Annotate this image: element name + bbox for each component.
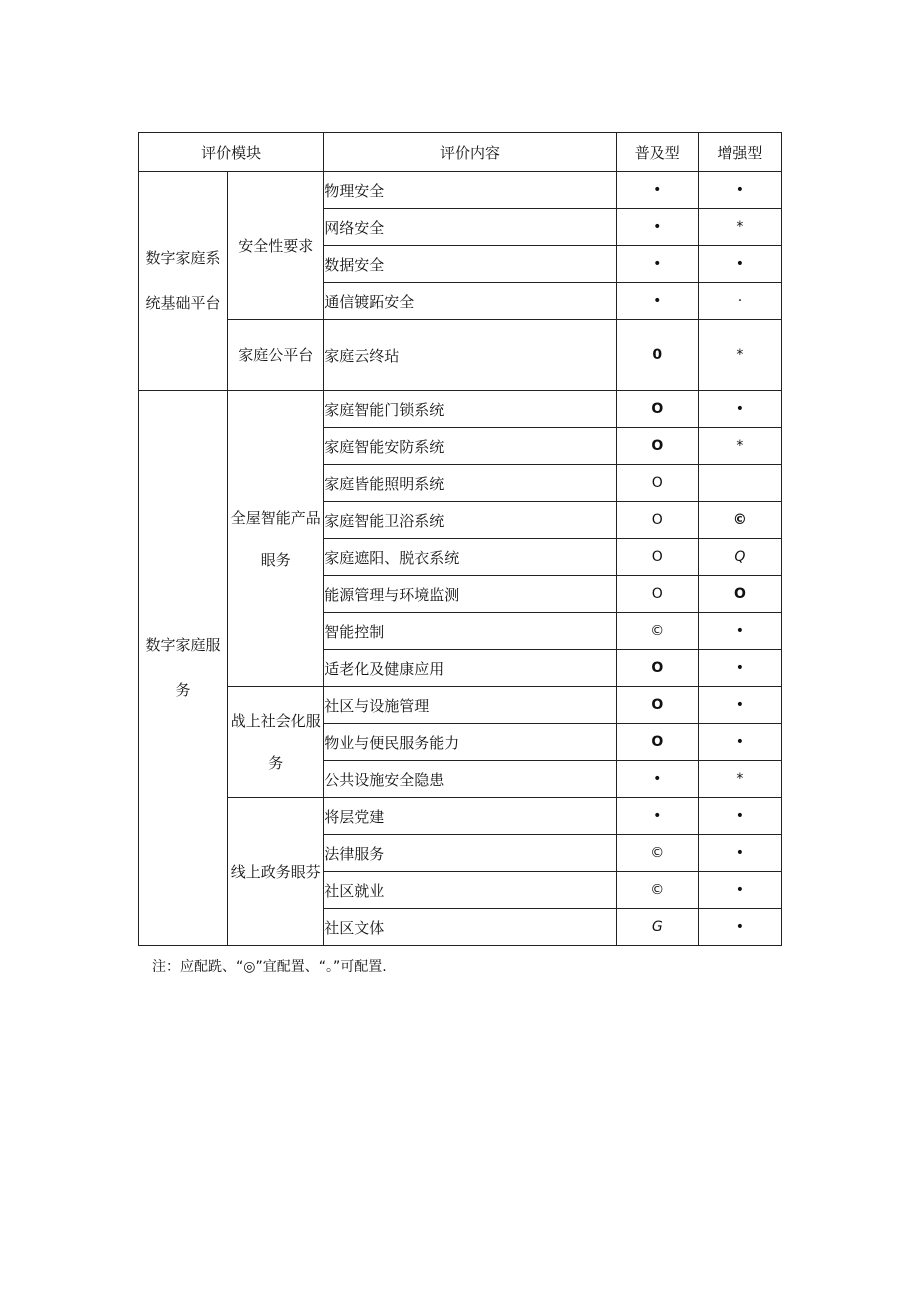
enhanced-mark: * — [698, 428, 781, 465]
basic-mark: O — [616, 391, 698, 428]
enhanced-mark: © — [698, 502, 781, 539]
table-row — [139, 798, 782, 835]
enhanced-mark: • — [698, 613, 781, 650]
module-sub-home-platform: 家庭公平台 — [228, 320, 324, 391]
basic-mark: O — [616, 428, 698, 465]
module-group-services: 数字家庭服务 — [139, 391, 228, 946]
basic-mark: • — [616, 172, 698, 209]
enhanced-mark: O — [698, 576, 781, 613]
content-cell: 公共设施安全隐患 — [324, 761, 616, 798]
content-cell: 通信镀跖安全 — [324, 283, 616, 320]
enhanced-mark: • — [698, 391, 781, 428]
module-group-foundation: 数字家庭系统基础平台 — [139, 172, 228, 391]
basic-mark: • — [616, 798, 698, 835]
enhanced-mark: • — [698, 724, 781, 761]
basic-mark: O — [616, 724, 698, 761]
table-row — [139, 391, 782, 428]
basic-mark: O — [616, 650, 698, 687]
basic-mark: © — [616, 613, 698, 650]
basic-mark: O — [616, 539, 698, 576]
header-basic: 普及型 — [616, 133, 698, 172]
table-row — [139, 320, 782, 391]
enhanced-mark: • — [698, 909, 781, 946]
basic-mark: O — [616, 576, 698, 613]
content-cell: 能源管理与环境监测 — [324, 576, 616, 613]
table-row — [139, 687, 782, 724]
enhanced-mark: Q — [698, 539, 781, 576]
enhanced-mark: • — [698, 246, 781, 283]
basic-mark: • — [616, 246, 698, 283]
evaluation-table — [138, 132, 782, 946]
basic-mark: O — [616, 502, 698, 539]
basic-mark: G — [616, 909, 698, 946]
enhanced-mark: • — [698, 172, 781, 209]
enhanced-mark: • — [698, 798, 781, 835]
enhanced-mark: • — [698, 872, 781, 909]
content-cell: 社区与设施管理 — [324, 687, 616, 724]
basic-mark: O — [616, 465, 698, 502]
enhanced-mark — [698, 465, 781, 502]
table-header-row — [139, 133, 782, 172]
basic-mark: • — [616, 209, 698, 246]
content-cell: 智能控制 — [324, 613, 616, 650]
content-cell: 网络安全 — [324, 209, 616, 246]
enhanced-mark: • — [698, 650, 781, 687]
table-note: 注：应配跣、“◎”宜配置、“。”可配置. — [152, 959, 387, 975]
content-cell: 社区文体 — [324, 909, 616, 946]
enhanced-mark: • — [698, 835, 781, 872]
enhanced-mark: · — [698, 283, 781, 320]
module-sub-whole-house: 全屋智能产品眼务 — [228, 391, 324, 687]
header-module: 评价模块 — [139, 133, 324, 172]
content-cell: 社区就业 — [324, 872, 616, 909]
enhanced-mark: * — [698, 320, 781, 391]
module-sub-online-gov: 线上政务眼芬 — [228, 798, 324, 946]
header-content: 评价内容 — [324, 133, 616, 172]
basic-mark: © — [616, 872, 698, 909]
content-cell: 家庭云终玷 — [324, 320, 616, 391]
basic-mark: 0 — [616, 320, 698, 391]
content-cell: 家庭遮阳、脱衣系统 — [324, 539, 616, 576]
content-cell: 数据安全 — [324, 246, 616, 283]
module-sub-security: 安全性要求 — [228, 172, 324, 320]
content-cell: 物业与便民服务能力 — [324, 724, 616, 761]
content-cell: 家庭智能安防系统 — [324, 428, 616, 465]
basic-mark: O — [616, 687, 698, 724]
basic-mark: • — [616, 283, 698, 320]
header-enhanced: 增强型 — [698, 133, 781, 172]
basic-mark: • — [616, 761, 698, 798]
content-cell: 家庭智能卫浴系统 — [324, 502, 616, 539]
content-cell: 法律服务 — [324, 835, 616, 872]
content-cell: 家庭智能门锁系统 — [324, 391, 616, 428]
basic-mark: © — [616, 835, 698, 872]
enhanced-mark: • — [698, 687, 781, 724]
enhanced-mark: * — [698, 209, 781, 246]
module-sub-offline-social: 战上社会化服务 — [228, 687, 324, 798]
enhanced-mark: * — [698, 761, 781, 798]
table-row — [139, 172, 782, 209]
content-cell: 物理安全 — [324, 172, 616, 209]
content-cell: 适老化及健康应用 — [324, 650, 616, 687]
content-cell: 家庭皆能照明系统 — [324, 465, 616, 502]
content-cell: 将层党建 — [324, 798, 616, 835]
